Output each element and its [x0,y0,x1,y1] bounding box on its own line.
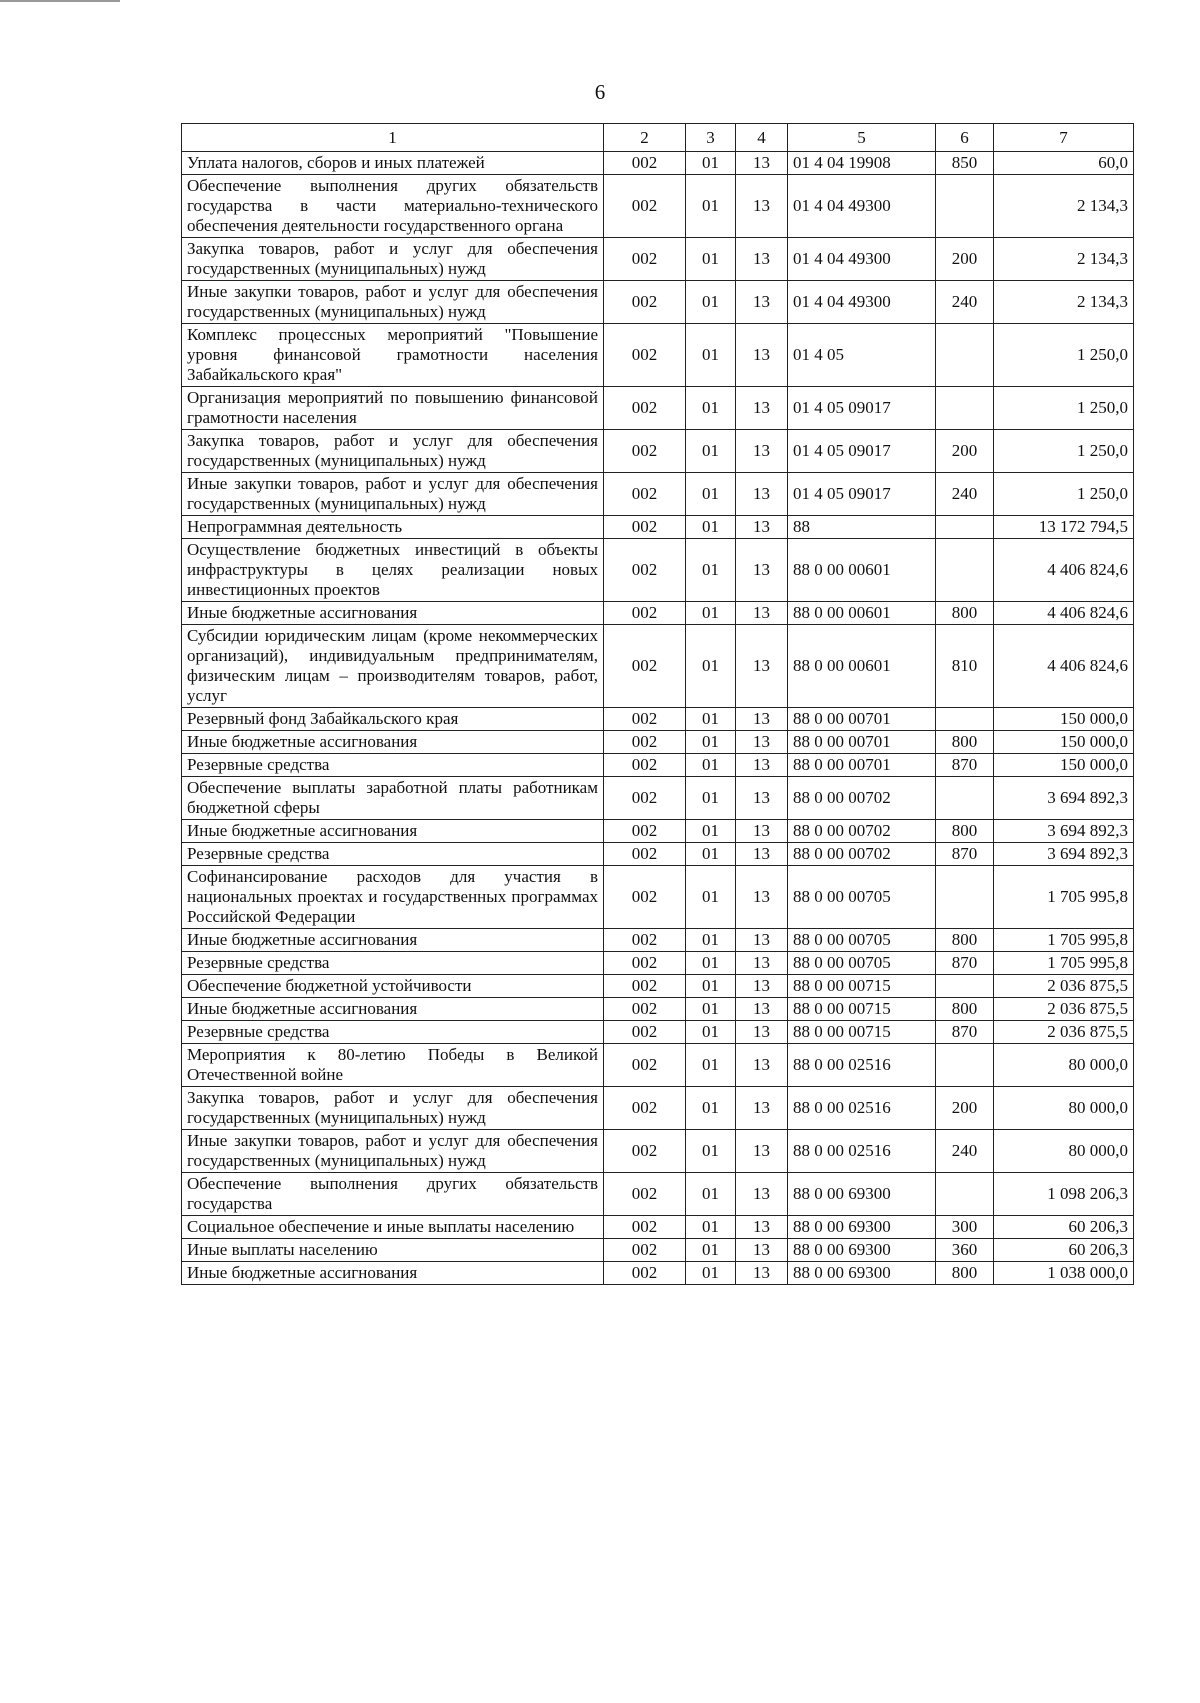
expense-type-cell: 800 [936,820,994,843]
subsection-code-cell: 13 [736,473,788,516]
section-code-cell: 01 [686,625,736,708]
expense-type-cell: 300 [936,1216,994,1239]
section-code-cell: 01 [686,175,736,238]
table-row [182,387,1134,430]
section-code-cell: 01 [686,929,736,952]
target-article-cell: 88 0 00 00601 [788,539,936,602]
table-row [182,731,1134,754]
amount-cell: 3 694 892,3 [994,777,1134,820]
target-article-cell: 01 4 04 19908 [788,152,936,175]
amount-cell: 80 000,0 [994,1130,1134,1173]
expense-name-cell: Иные бюджетные ассигнования [182,929,604,952]
subsection-code-cell: 13 [736,754,788,777]
subsection-code-cell: 13 [736,516,788,539]
ministry-code-cell: 002 [604,998,686,1021]
subsection-code-cell: 13 [736,1130,788,1173]
ministry-code-cell: 002 [604,731,686,754]
ministry-code-cell: 002 [604,1044,686,1087]
amount-cell: 2 134,3 [994,175,1134,238]
table-row [182,1130,1134,1173]
section-code-cell: 01 [686,1130,736,1173]
expense-name-cell: Иные бюджетные ассигнования [182,820,604,843]
amount-cell: 1 705 995,8 [994,952,1134,975]
section-code-cell: 01 [686,387,736,430]
expense-name-cell: Иные выплаты населению [182,1239,604,1262]
table-row [182,820,1134,843]
subsection-code-cell: 13 [736,152,788,175]
ministry-code-cell: 002 [604,539,686,602]
amount-cell: 1 098 206,3 [994,1173,1134,1216]
expense-name-cell: Социальное обеспечение и иные выплаты населению [182,1216,604,1239]
target-article-cell: 01 4 04 49300 [788,238,936,281]
table-header [182,124,1134,152]
section-code-cell: 01 [686,516,736,539]
budget-table [181,123,1134,1285]
ministry-code-cell: 002 [604,281,686,324]
table-row [182,324,1134,387]
subsection-code-cell: 13 [736,1173,788,1216]
column-header-4: 4 [736,124,788,152]
expense-type-cell: 810 [936,625,994,708]
table-row [182,1173,1134,1216]
header-row [182,124,1134,152]
subsection-code-cell: 13 [736,952,788,975]
expense-type-cell [936,516,994,539]
expense-name-cell: Обеспечение выполнения других обязательств государства [182,1173,604,1216]
ministry-code-cell: 002 [604,929,686,952]
expense-type-cell [936,975,994,998]
expense-type-cell: 240 [936,473,994,516]
section-code-cell: 01 [686,998,736,1021]
subsection-code-cell: 13 [736,625,788,708]
column-header-6: 6 [936,124,994,152]
ministry-code-cell: 002 [604,1216,686,1239]
subsection-code-cell: 13 [736,602,788,625]
expense-type-cell [936,175,994,238]
section-code-cell: 01 [686,1173,736,1216]
expense-name-cell: Резервный фонд Забайкальского края [182,708,604,731]
amount-cell: 3 694 892,3 [994,820,1134,843]
table-row [182,843,1134,866]
amount-cell: 3 694 892,3 [994,843,1134,866]
expense-type-cell [936,324,994,387]
target-article-cell: 01 4 05 09017 [788,473,936,516]
amount-cell: 1 705 995,8 [994,866,1134,929]
expense-name-cell: Иные бюджетные ассигнования [182,731,604,754]
section-code-cell: 01 [686,708,736,731]
subsection-code-cell: 13 [736,1239,788,1262]
target-article-cell: 88 0 00 00701 [788,754,936,777]
subsection-code-cell: 13 [736,1262,788,1285]
section-code-cell: 01 [686,777,736,820]
amount-cell: 60 206,3 [994,1239,1134,1262]
section-code-cell: 01 [686,430,736,473]
table-row [182,1239,1134,1262]
amount-cell: 150 000,0 [994,731,1134,754]
subsection-code-cell: 13 [736,866,788,929]
ministry-code-cell: 002 [604,175,686,238]
expense-type-cell: 800 [936,998,994,1021]
subsection-code-cell: 13 [736,777,788,820]
table-row [182,1216,1134,1239]
subsection-code-cell: 13 [736,1216,788,1239]
target-article-cell: 88 0 00 00705 [788,952,936,975]
expense-name-cell: Резервные средства [182,843,604,866]
expense-type-cell [936,539,994,602]
expense-name-cell: Иные бюджетные ассигнования [182,602,604,625]
expense-name-cell: Обеспечение выполнения других обязательств государства в части материально-технического обеспечения деятельности государственного органа [182,175,604,238]
expense-type-cell: 870 [936,952,994,975]
section-code-cell: 01 [686,975,736,998]
section-code-cell: 01 [686,1021,736,1044]
subsection-code-cell: 13 [736,175,788,238]
target-article-cell: 88 0 00 00702 [788,843,936,866]
table-row [182,952,1134,975]
page-number: 6 [594,80,606,104]
expense-name-cell: Иные закупки товаров, работ и услуг для обеспечения государственных (муниципальных) нужд [182,473,604,516]
expense-type-cell: 800 [936,731,994,754]
subsection-code-cell: 13 [736,430,788,473]
ministry-code-cell: 002 [604,1130,686,1173]
expense-type-cell [936,777,994,820]
ministry-code-cell: 002 [604,152,686,175]
target-article-cell: 88 0 00 00705 [788,866,936,929]
section-code-cell: 01 [686,731,736,754]
ministry-code-cell: 002 [604,238,686,281]
section-code-cell: 01 [686,539,736,602]
ministry-code-cell: 002 [604,952,686,975]
expense-name-cell: Уплата налогов, сборов и иных платежей [182,152,604,175]
section-code-cell: 01 [686,1239,736,1262]
expense-type-cell: 850 [936,152,994,175]
expense-type-cell: 240 [936,281,994,324]
amount-cell: 4 406 824,6 [994,625,1134,708]
target-article-cell: 88 0 00 00702 [788,777,936,820]
ministry-code-cell: 002 [604,777,686,820]
amount-cell: 1 250,0 [994,430,1134,473]
expense-type-cell: 800 [936,1262,994,1285]
section-code-cell: 01 [686,1044,736,1087]
column-header-3: 3 [686,124,736,152]
target-article-cell: 88 0 00 69300 [788,1262,936,1285]
expense-name-cell: Закупка товаров, работ и услуг для обеспечения государственных (муниципальных) нужд [182,238,604,281]
ministry-code-cell: 002 [604,602,686,625]
expense-name-cell: Иные бюджетные ассигнования [182,998,604,1021]
ministry-code-cell: 002 [604,866,686,929]
ministry-code-cell: 002 [604,754,686,777]
target-article-cell: 88 0 00 69300 [788,1216,936,1239]
ministry-code-cell: 002 [604,387,686,430]
table-row [182,539,1134,602]
target-article-cell: 88 0 00 02516 [788,1044,936,1087]
ministry-code-cell: 002 [604,516,686,539]
subsection-code-cell: 13 [736,1021,788,1044]
target-article-cell: 88 0 00 69300 [788,1173,936,1216]
table-row [182,754,1134,777]
ministry-code-cell: 002 [604,708,686,731]
table-row [182,708,1134,731]
subsection-code-cell: 13 [736,975,788,998]
expense-type-cell: 800 [936,929,994,952]
expense-name-cell: Иные бюджетные ассигнования [182,1262,604,1285]
subsection-code-cell: 13 [736,998,788,1021]
target-article-cell: 88 0 00 00701 [788,731,936,754]
target-article-cell: 01 4 05 [788,324,936,387]
subsection-code-cell: 13 [736,1044,788,1087]
ministry-code-cell: 002 [604,430,686,473]
target-article-cell: 88 0 00 69300 [788,1239,936,1262]
expense-name-cell: Резервные средства [182,1021,604,1044]
table-row [182,430,1134,473]
section-code-cell: 01 [686,1087,736,1130]
expense-name-cell: Субсидии юридическим лицам (кроме некоммерческих организаций), индивидуальным предпринимателям, физическим лицам – производителям товаров, работ, услуг [182,625,604,708]
table-row [182,516,1134,539]
target-article-cell: 88 0 00 00715 [788,975,936,998]
expense-type-cell: 200 [936,238,994,281]
expense-type-cell: 870 [936,843,994,866]
subsection-code-cell: 13 [736,820,788,843]
expense-name-cell: Резервные средства [182,952,604,975]
target-article-cell: 88 0 00 02516 [788,1130,936,1173]
subsection-code-cell: 13 [736,281,788,324]
expense-name-cell: Осуществление бюджетных инвестиций в объекты инфраструктуры в целях реализации новых инвестиционных проектов [182,539,604,602]
scan-artifact-line [0,0,120,2]
expense-name-cell: Непрограммная деятельность [182,516,604,539]
expense-type-cell [936,1173,994,1216]
section-code-cell: 01 [686,281,736,324]
target-article-cell: 88 0 00 00601 [788,625,936,708]
expense-type-cell: 360 [936,1239,994,1262]
amount-cell: 1 705 995,8 [994,929,1134,952]
section-code-cell: 01 [686,152,736,175]
amount-cell: 1 250,0 [994,324,1134,387]
table-row [182,175,1134,238]
subsection-code-cell: 13 [736,731,788,754]
target-article-cell: 88 0 00 02516 [788,1087,936,1130]
subsection-code-cell: 13 [736,324,788,387]
subsection-code-cell: 13 [736,539,788,602]
table-row [182,473,1134,516]
expense-name-cell: Иные закупки товаров, работ и услуг для обеспечения государственных (муниципальных) нужд [182,1130,604,1173]
expense-type-cell: 240 [936,1130,994,1173]
column-header-7: 7 [994,124,1134,152]
target-article-cell: 01 4 04 49300 [788,281,936,324]
section-code-cell: 01 [686,952,736,975]
amount-cell: 60,0 [994,152,1134,175]
ministry-code-cell: 002 [604,1239,686,1262]
table-row [182,1262,1134,1285]
table-row [182,1087,1134,1130]
expense-type-cell: 870 [936,1021,994,1044]
subsection-code-cell: 13 [736,387,788,430]
expense-type-cell [936,708,994,731]
ministry-code-cell: 002 [604,1173,686,1216]
target-article-cell: 01 4 04 49300 [788,175,936,238]
expense-name-cell: Мероприятия к 80-летию Победы в Великой Отечественной войне [182,1044,604,1087]
ministry-code-cell: 002 [604,843,686,866]
amount-cell: 2 036 875,5 [994,975,1134,998]
table-row [182,975,1134,998]
ministry-code-cell: 002 [604,1262,686,1285]
amount-cell: 80 000,0 [994,1044,1134,1087]
amount-cell: 13 172 794,5 [994,516,1134,539]
target-article-cell: 88 0 00 00601 [788,602,936,625]
expense-name-cell: Комплекс процессных мероприятий "Повышение уровня финансовой грамотности населения Забайкальского края" [182,324,604,387]
expense-name-cell: Резервные средства [182,754,604,777]
section-code-cell: 01 [686,754,736,777]
expense-name-cell: Иные закупки товаров, работ и услуг для обеспечения государственных (муниципальных) нужд [182,281,604,324]
amount-cell: 4 406 824,6 [994,602,1134,625]
amount-cell: 1 038 000,0 [994,1262,1134,1285]
section-code-cell: 01 [686,1262,736,1285]
ministry-code-cell: 002 [604,1087,686,1130]
target-article-cell: 01 4 05 09017 [788,387,936,430]
expense-name-cell: Закупка товаров, работ и услуг для обеспечения государственных (муниципальных) нужд [182,430,604,473]
subsection-code-cell: 13 [736,929,788,952]
amount-cell: 2 036 875,5 [994,1021,1134,1044]
amount-cell: 150 000,0 [994,754,1134,777]
ministry-code-cell: 002 [604,1021,686,1044]
expense-type-cell: 800 [936,602,994,625]
expense-type-cell: 870 [936,754,994,777]
table-row [182,866,1134,929]
table-row [182,152,1134,175]
table-row [182,625,1134,708]
ministry-code-cell: 002 [604,324,686,387]
subsection-code-cell: 13 [736,1087,788,1130]
target-article-cell: 88 0 00 00702 [788,820,936,843]
expense-type-cell: 200 [936,430,994,473]
amount-cell: 80 000,0 [994,1087,1134,1130]
table-row [182,602,1134,625]
target-article-cell: 88 [788,516,936,539]
expense-name-cell: Софинансирование расходов для участия в национальных проектах и государственных программах Российской Федерации [182,866,604,929]
section-code-cell: 01 [686,843,736,866]
expense-name-cell: Закупка товаров, работ и услуг для обеспечения государственных (муниципальных) нужд [182,1087,604,1130]
table-row [182,1044,1134,1087]
target-article-cell: 88 0 00 00701 [788,708,936,731]
section-code-cell: 01 [686,473,736,516]
column-header-5: 5 [788,124,936,152]
section-code-cell: 01 [686,602,736,625]
expense-type-cell [936,1044,994,1087]
section-code-cell: 01 [686,324,736,387]
subsection-code-cell: 13 [736,843,788,866]
expense-type-cell [936,387,994,430]
target-article-cell: 88 0 00 00705 [788,929,936,952]
expense-type-cell: 200 [936,1087,994,1130]
table-row [182,238,1134,281]
section-code-cell: 01 [686,820,736,843]
amount-cell: 2 134,3 [994,281,1134,324]
section-code-cell: 01 [686,866,736,929]
expense-name-cell: Обеспечение выплаты заработной платы работникам бюджетной сферы [182,777,604,820]
table-row [182,777,1134,820]
amount-cell: 60 206,3 [994,1216,1134,1239]
table-body [182,152,1134,1285]
table-row [182,281,1134,324]
column-header-1: 1 [182,124,604,152]
amount-cell: 2 134,3 [994,238,1134,281]
ministry-code-cell: 002 [604,975,686,998]
expense-type-cell [936,866,994,929]
expense-name-cell: Обеспечение бюджетной устойчивости [182,975,604,998]
ministry-code-cell: 002 [604,625,686,708]
subsection-code-cell: 13 [736,708,788,731]
target-article-cell: 88 0 00 00715 [788,998,936,1021]
section-code-cell: 01 [686,1216,736,1239]
ministry-code-cell: 002 [604,820,686,843]
subsection-code-cell: 13 [736,238,788,281]
table-row [182,998,1134,1021]
section-code-cell: 01 [686,238,736,281]
amount-cell: 1 250,0 [994,387,1134,430]
amount-cell: 4 406 824,6 [994,539,1134,602]
table-row [182,929,1134,952]
amount-cell: 2 036 875,5 [994,998,1134,1021]
column-header-2: 2 [604,124,686,152]
ministry-code-cell: 002 [604,473,686,516]
target-article-cell: 01 4 05 09017 [788,430,936,473]
target-article-cell: 88 0 00 00715 [788,1021,936,1044]
amount-cell: 1 250,0 [994,473,1134,516]
expense-name-cell: Организация мероприятий по повышению финансовой грамотности населения [182,387,604,430]
table-row [182,1021,1134,1044]
amount-cell: 150 000,0 [994,708,1134,731]
